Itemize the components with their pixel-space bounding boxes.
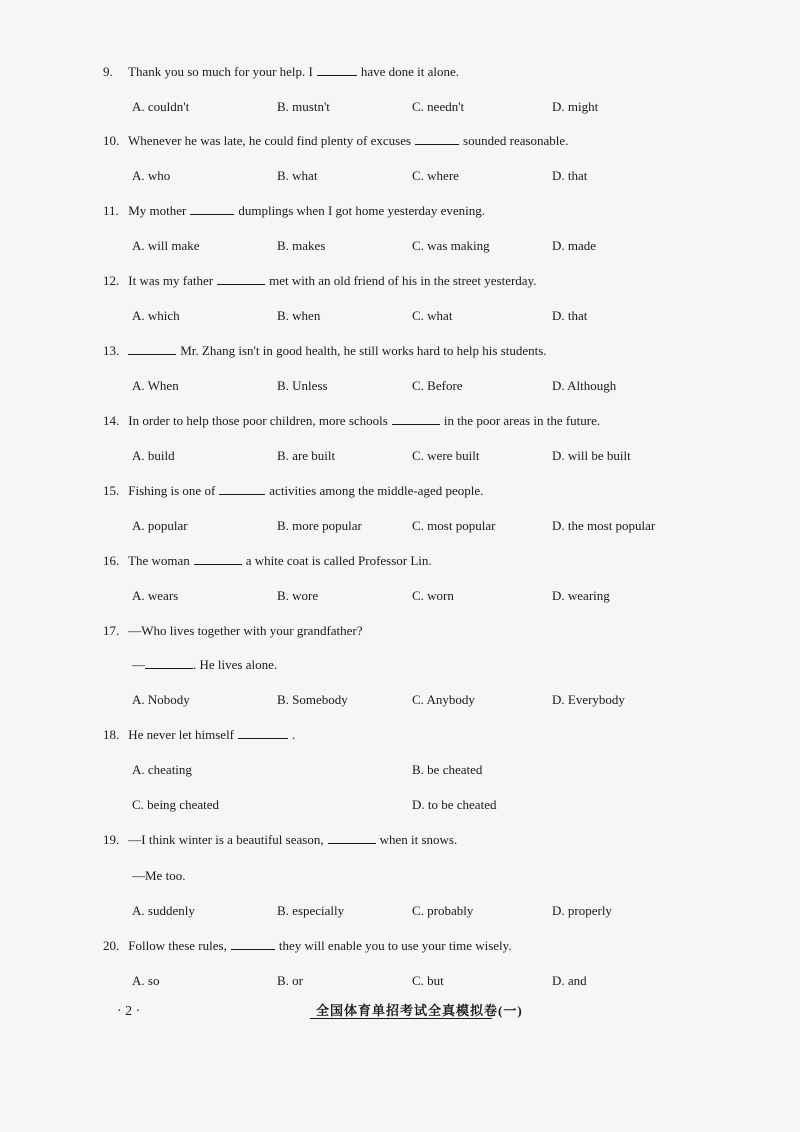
question-text: in the poor areas in the future. (443, 413, 601, 428)
reply-line: —Me too. (132, 868, 186, 883)
question-number: 10. (103, 133, 120, 148)
option-a: A. wears (132, 588, 179, 603)
option-d: D. made (552, 238, 597, 253)
page-number: · 2 · (117, 1004, 141, 1019)
question-9 (103, 64, 459, 80)
option-c: C. but (412, 973, 444, 988)
answer-blank (128, 344, 176, 355)
question-13 (103, 343, 547, 359)
answer-blank (317, 65, 357, 76)
option-a: A. Nobody (132, 692, 190, 707)
question-11 (103, 203, 485, 219)
question-19 (103, 832, 457, 848)
question-text: Mr. Zhang isn't in good health, he still works hard to help his students. (180, 343, 547, 358)
question-number: 11. (103, 203, 119, 218)
answer-blank (231, 939, 275, 950)
question-text: when it snows. (379, 832, 458, 847)
option-b: B. wore (277, 588, 319, 603)
question-text: Follow these rules, (128, 938, 227, 953)
option-a: A. popular (132, 518, 188, 533)
question-14 (103, 413, 600, 429)
answer-blank (145, 658, 193, 669)
question-text: The woman (128, 553, 190, 568)
question-17 (103, 623, 363, 639)
question-text: —Who lives together with your grandfather? (128, 623, 363, 638)
option-c: C. needn't (412, 99, 465, 114)
answer-blank (328, 833, 376, 844)
question-20 (103, 938, 512, 954)
option-b: B. makes (277, 238, 326, 253)
question-number: 19. (103, 832, 120, 847)
answer-blank (238, 728, 288, 739)
question-text: My mother (128, 203, 187, 218)
question-text: have done it alone. (360, 64, 460, 79)
question-number: 16. (103, 553, 120, 568)
option-c: C. Before (412, 378, 463, 393)
question-text: met with an old friend of his in the street yesterday. (269, 273, 537, 288)
option-b: B. are built (277, 448, 336, 463)
option-d: D. that (552, 168, 588, 183)
option-d: D. Although (552, 378, 617, 393)
option-c: C. worn (412, 588, 454, 603)
answer-blank (415, 134, 459, 145)
question-10 (103, 133, 568, 149)
option-a: A. will make (132, 238, 200, 253)
question-16 (103, 553, 432, 569)
option-b: B. or (277, 973, 303, 988)
option-d: D. to be cheated (412, 797, 497, 812)
footer-underline (310, 1018, 492, 1019)
question-text: In order to help those poor children, more schools (128, 413, 388, 428)
option-d: D. Everybody (552, 692, 625, 707)
question-number: 18. (103, 727, 120, 742)
question-text: activities among the middle-aged people. (269, 483, 484, 498)
question-text: Whenever he was late, he could find plenty of excuses (128, 133, 412, 148)
option-c: C. probably (412, 903, 474, 918)
option-c: C. were built (412, 448, 480, 463)
option-a: A. which (132, 308, 180, 323)
option-a: A. When (132, 378, 179, 393)
option-c: C. most popular (412, 518, 496, 533)
option-b: B. what (277, 168, 318, 183)
question-number: 17. (103, 623, 120, 638)
option-c: C. what (412, 308, 453, 323)
answer-blank (219, 484, 265, 495)
option-c: C. where (412, 168, 459, 183)
question-text: Fishing is one of (128, 483, 216, 498)
option-b: B. especially (277, 903, 345, 918)
question-text: Thank you so much for your help. I (128, 64, 313, 79)
option-b: B. be cheated (412, 762, 483, 777)
question-number: 13. (103, 343, 120, 358)
option-d: D. properly (552, 903, 612, 918)
option-d: D. the most popular (552, 518, 656, 533)
question-text: —I think winter is a beautiful season, (128, 832, 324, 847)
option-d: D. will be built (552, 448, 631, 463)
option-c: C. being cheated (132, 797, 219, 812)
option-a: A. cheating (132, 762, 192, 777)
question-number: 9. (103, 64, 113, 79)
option-b: B. Unless (277, 378, 328, 393)
question-number: 12. (103, 273, 120, 288)
question-text: He never let himself (128, 727, 235, 742)
question-number: 15. (103, 483, 120, 498)
option-c: C. Anybody (412, 692, 475, 707)
question-number: 20. (103, 938, 120, 953)
option-b: B. when (277, 308, 321, 323)
question-18 (103, 727, 295, 743)
option-a: A. who (132, 168, 171, 183)
question-12 (103, 273, 536, 289)
option-a: A. so (132, 973, 160, 988)
reply-text: . He lives alone. (193, 657, 278, 672)
option-b: B. Somebody (277, 692, 348, 707)
exam-title: 全国体育单招考试全真模拟卷(一) (316, 1003, 523, 1018)
option-b: B. mustn't (277, 99, 330, 114)
option-a: A. suddenly (132, 903, 195, 918)
option-d: D. and (552, 973, 587, 988)
question-15 (103, 483, 483, 499)
question-text: they will enable you to use your time wisely. (278, 938, 512, 953)
option-d: D. that (552, 308, 588, 323)
option-b: B. more popular (277, 518, 362, 533)
question-text: . (292, 727, 296, 742)
option-a: A. couldn't (132, 99, 190, 114)
question-text: It was my father (128, 273, 214, 288)
answer-blank (392, 414, 440, 425)
answer-blank (190, 204, 234, 215)
question-text: dumplings when I got home yesterday evening. (238, 203, 485, 218)
question-number: 14. (103, 413, 120, 428)
answer-blank (217, 274, 265, 285)
question-text: a white coat is called Professor Lin. (245, 553, 432, 568)
question-text: sounded reasonable. (463, 133, 569, 148)
option-a: A. build (132, 448, 175, 463)
option-c: C. was making (412, 238, 490, 253)
answer-blank (194, 554, 242, 565)
option-d: D. might (552, 99, 599, 114)
reply-dash: — (132, 657, 145, 672)
option-d: D. wearing (552, 588, 610, 603)
reply-line (132, 657, 277, 673)
